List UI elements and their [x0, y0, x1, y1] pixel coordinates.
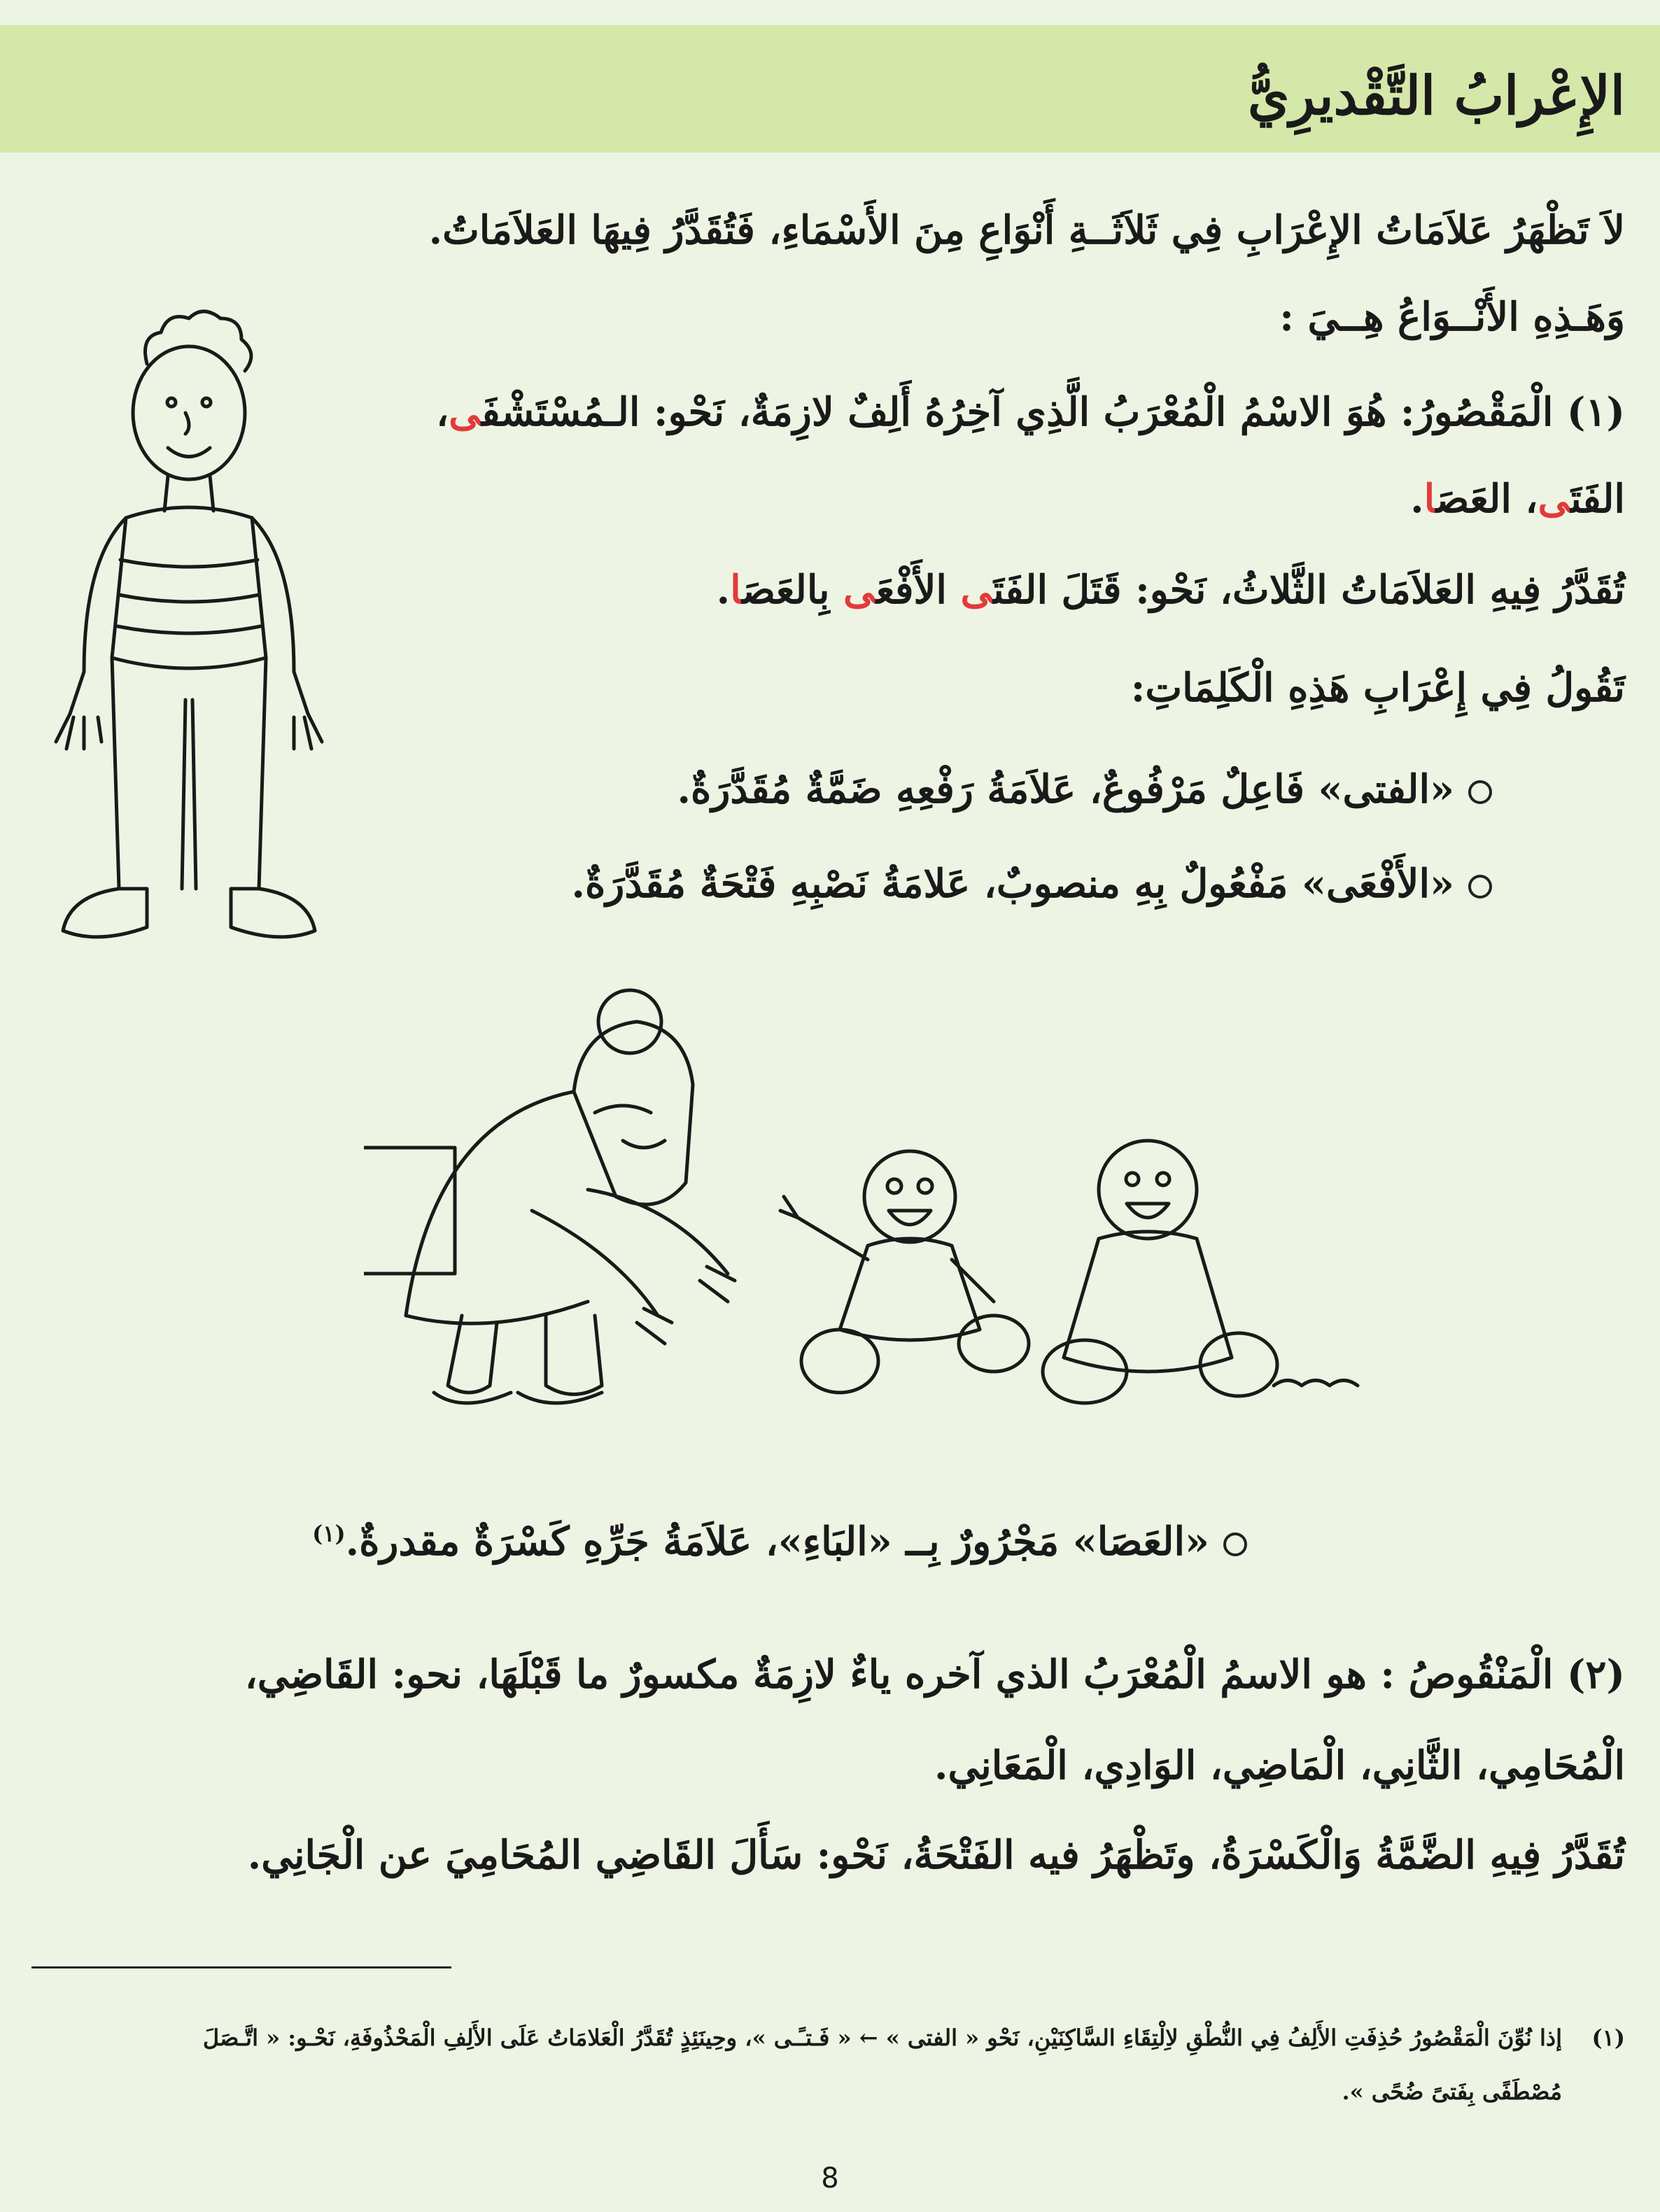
bullet-circle-icon	[1468, 780, 1492, 804]
footnote-number: (١)	[1591, 2024, 1625, 2051]
footnote-divider	[31, 1966, 451, 1968]
page-number: 8	[821, 2162, 839, 2195]
page-title: الإِعْرابُ التَّقْديرِيُّ	[1248, 64, 1625, 127]
maqsur-rule: تُقَدَّرُ فِيهِ العَلاَمَاتُ الثَّلاثُ، نَحْو: قَتَلَ الفَتَى الأَفْعَى بِالعَصَا.	[716, 567, 1625, 613]
bullet-circle-icon	[1468, 875, 1492, 899]
footnote-reference: (١)	[312, 1520, 346, 1547]
bullet-circle-icon	[1223, 1533, 1247, 1556]
manqus-rule: تُقَدَّرُ فِيهِ الضَّمَّةُ وَالْكَسْرَةُ، وتَظْهَرُ فيه الفَتْحَةُ، نَحْو: سَأَلَ القَاضِي المُحَامِيَ عن الْجَانِي.	[247, 1832, 1625, 1878]
footnote-line-1: إذا نُوِّنَ الْمَقْصُورُ حُذِفَتِ الأَلِفُ فِي النُّطْقِ لاِلْتِقَاءِ السَّاكِنَيْنِ، نَحْو « الفتى » ← « فَـتـًـى »، وحِينَئِذٍ تُقَدَّرُ الْعَلامَاتُ عَلَى الأَلِفِ الْمَحْذُوفَةِ، نَحْـو: « اتَّـصَلَ	[202, 2024, 1562, 2051]
parsing-item-1: «الفتى» فَاعِلٌ مَرْفُوعٌ، عَلاَمَةُ رَفْعِهِ ضَمَّةٌ مُقَدَّرَةٌ.	[677, 766, 1492, 813]
parsing-item-3: «العَصَا» مَجْرُورٌ بِــ «البَاءِ»، عَلاَمَةُ جَرِّهِ كَسْرَةٌ مقدرةٌ.$^{(١)}$	[312, 1519, 1247, 1565]
standing-boy-illustration	[42, 308, 336, 973]
manqus-definition: (٢) الْمَنْقُوصُ : هو الاسمُ الْمُعْرَبُ الذي آخره ياءٌ لازِمَةٌ مكسورٌ ما قَبْلَهَا، نحو: القَاضِي،	[244, 1651, 1625, 1698]
grandfather-and-children-illustration	[364, 980, 1414, 1456]
intro-line-1: لاَ تَظْهَرُ عَلاَمَاتُ الإِعْرَابِ فِي ثَلاَثَــةِ أَنْوَاعِ مِنَ الأَسْمَاءِ، فَتُقَدَّرُ فِيهَا العَلاَمَاتُ.	[428, 207, 1625, 253]
footnote-line-2: مُصْطَفًى بِفَتىً ضُحًى ».	[1342, 2078, 1562, 2105]
maqsur-examples: الفَتَى، العَصَا.	[1410, 476, 1625, 522]
parsing-item-2: «الأَفْعَى» مَفْعُولٌ بِهِ منصوبٌ، عَلامَةُ نَصْبِهِ فَتْحَةٌ مُقَدَّرَةٌ.	[571, 861, 1492, 908]
parsing-intro: تَقُولُ فِي إِعْرَابِ هَذِهِ الْكَلِمَاتِ:	[1130, 665, 1625, 711]
intro-line-2: وَهَـذِهِ الأَنْــوَاعُ هِــيَ :	[1279, 294, 1625, 340]
maqsur-definition: (١) الْمَقْصُورُ: هُوَ الاسْمُ الْمُعْرَبُ الَّذِي آخِرُهُ أَلِفٌ لازِمَةٌ، نَحْو: الـمُسْتَشْفَى،	[436, 389, 1625, 435]
manqus-examples: الْمُحَامِي، الثَّانِي، الْمَاضِي، الوَادِي، الْمَعَانِي.	[934, 1742, 1625, 1789]
